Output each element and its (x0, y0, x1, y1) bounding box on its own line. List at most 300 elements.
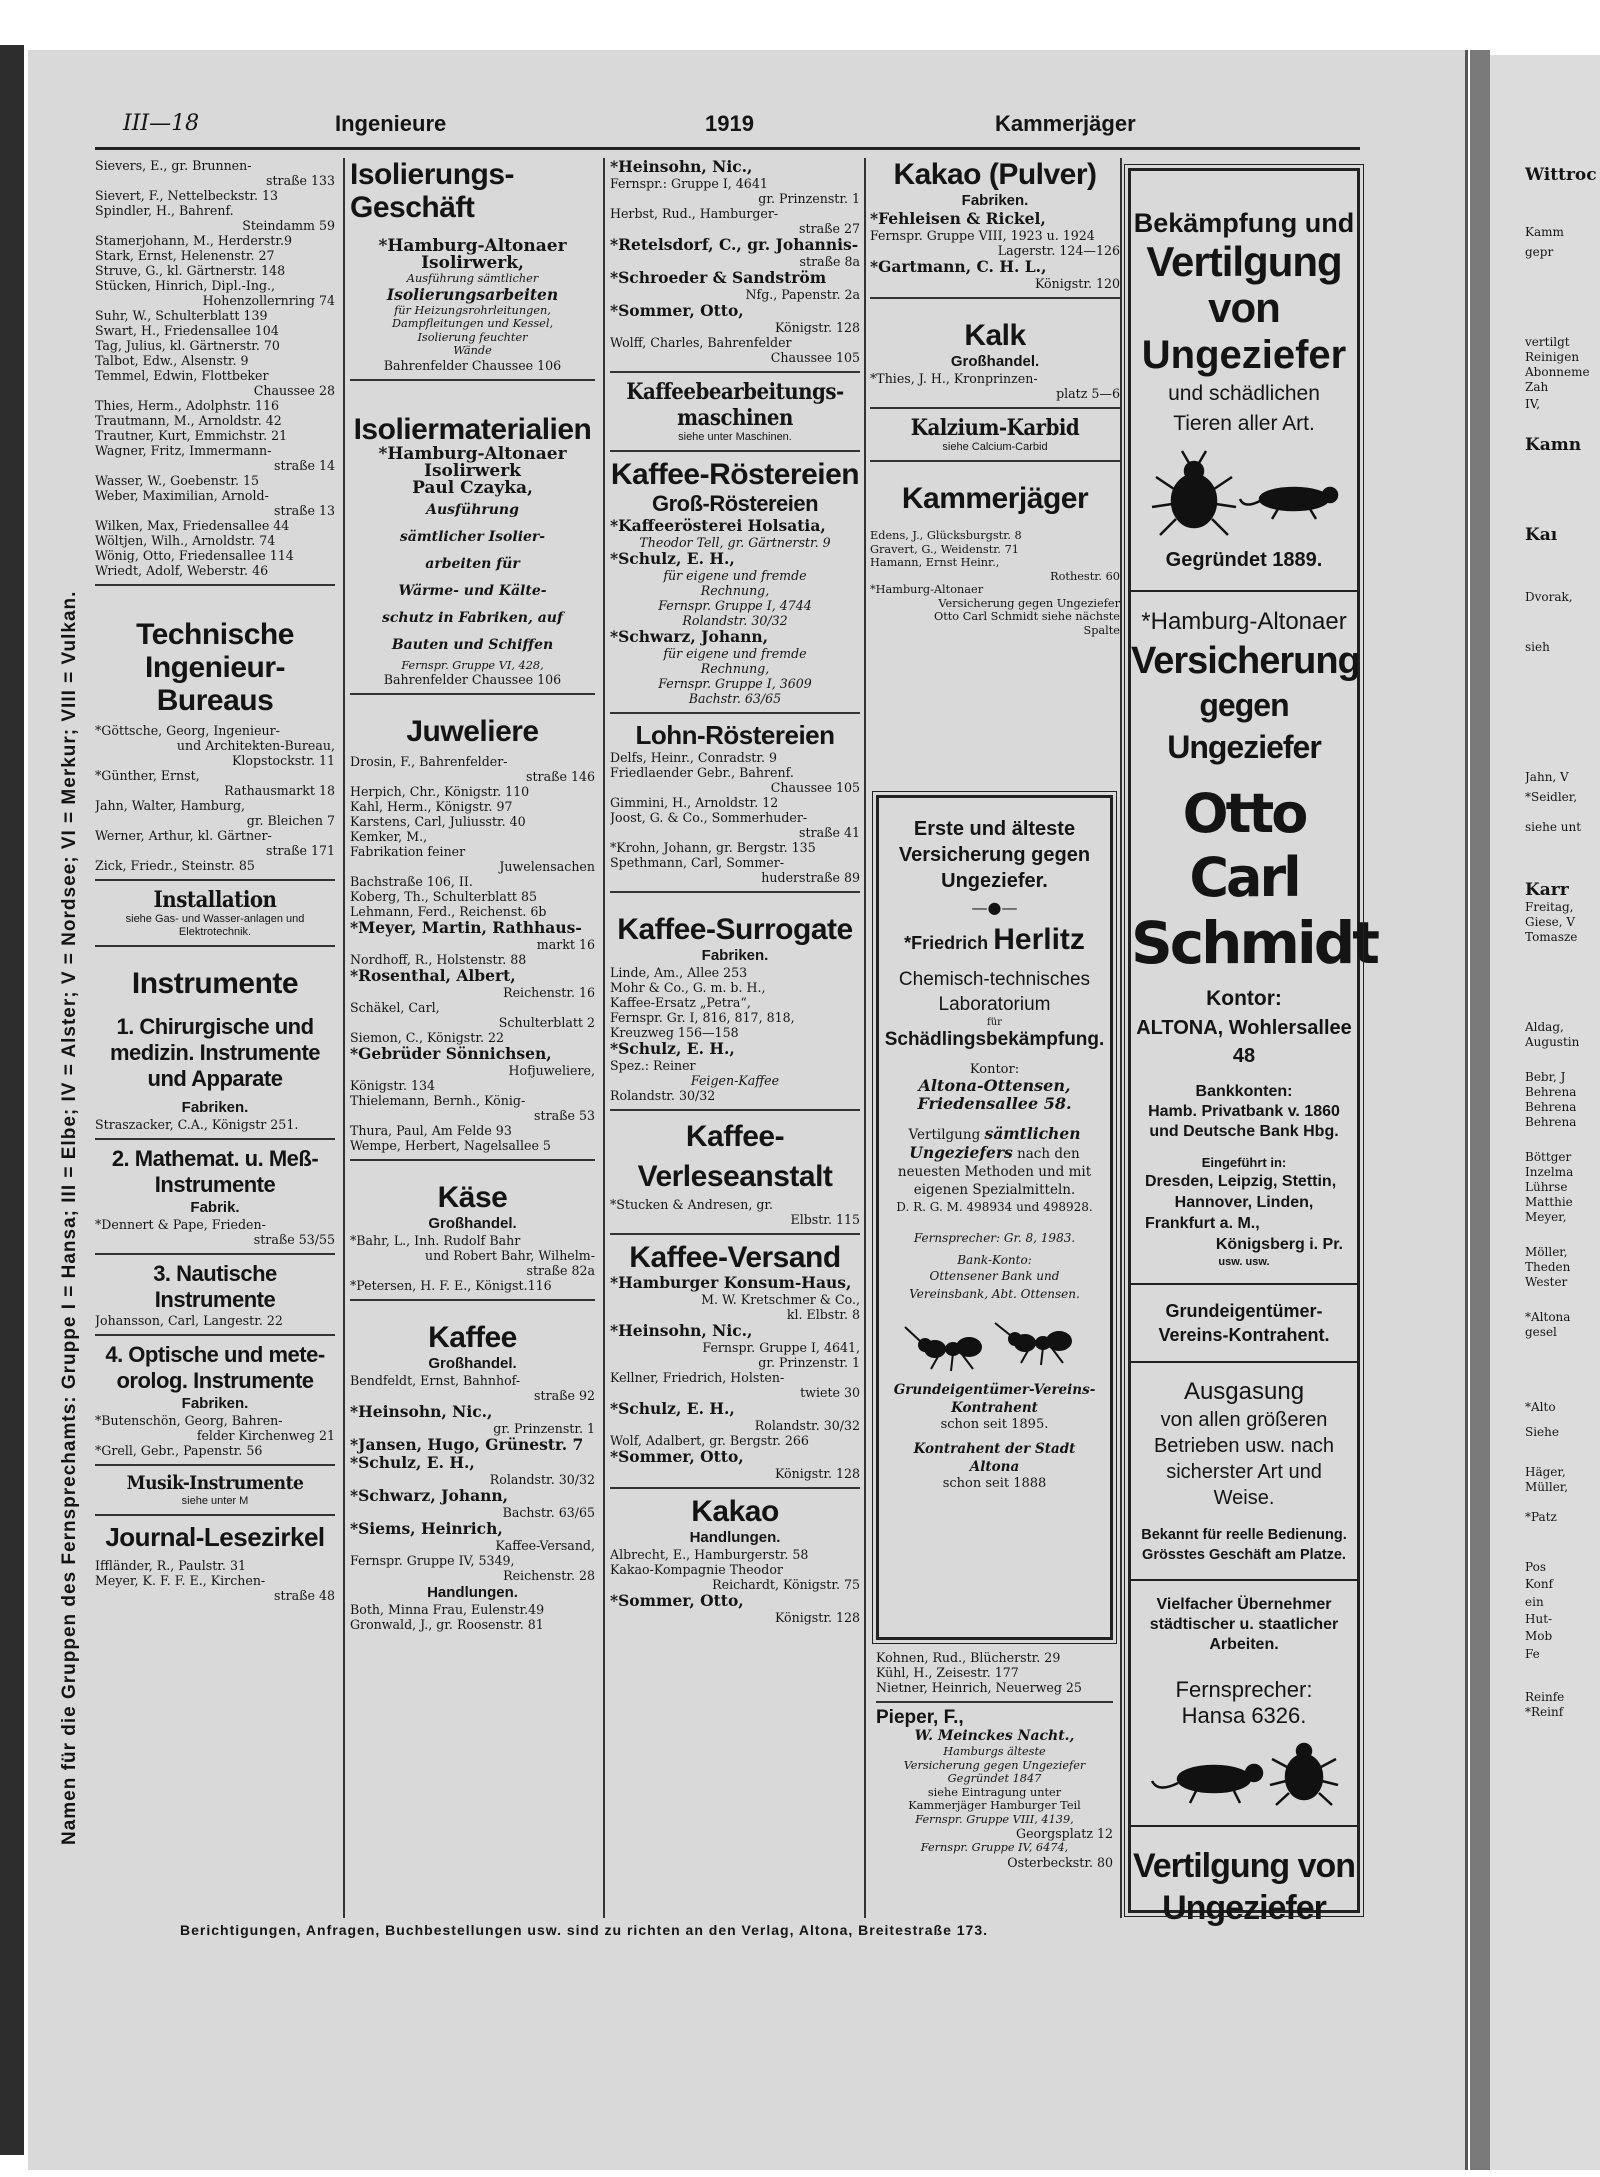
ad-line: Versicherung (1131, 640, 1360, 682)
facing-page-fragment: Zah (1525, 380, 1549, 394)
entry: Kellner, Friedrich, Holsten- (610, 1370, 785, 1385)
subheading: Fabriken. (181, 1395, 249, 1412)
entry-list (95, 1413, 335, 1458)
ad-name: Schmidt (1131, 909, 1378, 977)
facing-page-fragment: Inzelma (1525, 1165, 1574, 1179)
subsection-title: 3. Nautische Instrumente (153, 1261, 277, 1312)
entry: *Gebrüder Sönnichsen, (350, 1044, 552, 1063)
ad-addr: Friedensallee 58. (917, 1094, 1072, 1113)
entry: *Schroeder & Sandström (610, 268, 827, 287)
entry: Wolf, Adalbert, gr. Bergstr. 266 (610, 1433, 809, 1448)
ad-fuer: für (987, 1017, 1002, 1028)
entry-continuation: straße 48 (274, 1588, 335, 1603)
entry-continuation: felder Kirchenweg 21 (196, 1428, 335, 1443)
subheading: Fabriken. (961, 192, 1029, 209)
section-title: Kalzium-Karbid (910, 415, 1080, 441)
head-rule (95, 147, 1360, 150)
ad-text: Hamburgs älteste (943, 1745, 1046, 1758)
divider (610, 712, 860, 714)
divider (1131, 1825, 1357, 1827)
facing-page-fragment: Konf (1525, 1577, 1554, 1591)
subheading: Handlungen. (689, 1529, 781, 1546)
entry-list (610, 965, 860, 1103)
entry-continuation: Schulterblatt 2 (498, 1015, 595, 1030)
subheading: Großhandel. (428, 1215, 517, 1232)
divider (1131, 1579, 1357, 1581)
ad-text: arbeiten für (425, 555, 520, 572)
facing-page-fragment: Bebr, J (1525, 1070, 1566, 1084)
entry-continuation: Hohenzollernring 74 (202, 293, 335, 308)
ad-line: von allen größeren Betrieben usw. nach sicherster Art und Weise. (1153, 1409, 1335, 1509)
entry: Stark, Ernst, Helenenstr. 27 (95, 248, 275, 263)
facing-page-fragment: Behrena (1525, 1100, 1577, 1114)
entry-continuation: straße 171 (266, 843, 335, 858)
ad-text: für Heizungsrohrleitungen, (394, 303, 551, 317)
entry: *Jansen, Hugo, Grünestr. 7 (350, 1435, 584, 1454)
entry-continuation: straße 53 (534, 1108, 595, 1123)
entry-continuation: Rolandstr. 30/32 (754, 1418, 860, 1433)
column-2 (350, 158, 595, 1918)
ad-intro: Dresden, Leipzig, Stettin, (1145, 1173, 1337, 1190)
facing-page-fragment: Dvorak, (1525, 590, 1573, 604)
divider (95, 1138, 335, 1140)
facing-page-fragment: sieh (1525, 640, 1550, 654)
advert-herlitz (876, 795, 1113, 1640)
entry: Stücken, Hinrich, Dipl.-Ing., (95, 278, 276, 293)
entry: Talbot, Edw., Alsenstr. 9 (95, 353, 249, 368)
column-1 (95, 158, 335, 1918)
facing-page-fragment: Reinfe (1525, 1690, 1565, 1704)
firm-name: Pieper, F., (876, 1707, 964, 1728)
entry-continuation: huderstraße 89 (761, 870, 860, 885)
ad-kontor: Kontor: (969, 1062, 1020, 1077)
entry-list (610, 750, 860, 885)
entry: *Schulz, E. H., (610, 549, 735, 568)
subheading: Großhandel. (428, 1355, 517, 1372)
ad-line: Bekannt für reelle Bedienung. (1141, 1527, 1347, 1543)
ad-since: schon seit 1888 (942, 1476, 1047, 1491)
entry: Kreuzweg 156—158 (610, 1025, 739, 1040)
cross-reference: siehe unter Maschinen. (678, 431, 792, 443)
entry: Rolandstr. 30/32 (610, 1088, 716, 1103)
column-rule (864, 158, 866, 1918)
column-rule (343, 158, 345, 1918)
entry: Albrecht, E., Hamburgerstr. 58 (610, 1547, 809, 1562)
entry-continuation: Königstr. 128 (774, 320, 860, 335)
ad-kontor: Kontor: (1206, 987, 1282, 1010)
ad-line: Bekämpfung und (1133, 208, 1355, 238)
ad-line: Vertilgung von (1132, 1847, 1356, 1885)
facing-page-fragment: *Patz (1525, 1510, 1557, 1524)
facing-page-fragment: Möller, (1525, 1245, 1568, 1259)
ad-text: Isolierung feuchter (417, 330, 528, 344)
section-title: Isoliermaterialien (353, 412, 592, 446)
phone: Fernspr. Gruppe VI, 428, (401, 658, 544, 672)
divider (95, 584, 335, 586)
ad-text: Gegründet 1847 (947, 1772, 1042, 1785)
entry: Suhr, W., Schulterblatt 139 (95, 308, 268, 323)
divider (876, 1701, 1113, 1703)
ad-text: Fernspr. Gruppe VIII, 4139, (915, 1812, 1074, 1826)
ad-text: nach den neuesten Methoden und mit eigenen Spezialmitteln. (897, 1146, 1092, 1198)
section-title: Kaffee-Versand (629, 1241, 841, 1274)
phone: Fernspr. Gruppe IV, 6474, (920, 1841, 1069, 1854)
entry-continuation: markt 16 (536, 937, 595, 952)
entry: Werner, Arthur, kl. Gärtner- (95, 828, 272, 843)
ad-assoc: Grundeigentümer-Vereins-Kontrahent (893, 1382, 1096, 1416)
ad-text: Bauten und Schiffen (391, 636, 554, 653)
entry-continuation: kl. Elbstr. 8 (786, 1307, 860, 1322)
entry: Kühl, H., Zeisestr. 177 (876, 1665, 1019, 1680)
section-title: Kaffee-Surrogate (617, 913, 853, 946)
facing-page-fragment: Müller, (1525, 1480, 1569, 1494)
ad-text: Ungeziefers (909, 1143, 1013, 1162)
entry: *Hamburg-Altonaer (870, 583, 984, 596)
section-title: Kakao (691, 1495, 779, 1528)
entry: Wriedt, Adolf, Weberstr. 46 (95, 563, 269, 578)
ad-assoc: Grundeigentümer-Vereins-Kontrahent. (1158, 1301, 1330, 1345)
entry: Delfs, Heinr., Conradstr. 9 (610, 750, 778, 765)
entry-continuation: Versicherung gegen Ungeziefer (938, 596, 1120, 610)
subheading: Handlungen. (427, 1584, 518, 1601)
entry-continuation: Reichenstr. 16 (503, 985, 595, 1000)
facing-page-fragment: gesel (1525, 1325, 1557, 1339)
facing-page-fragments (1525, 165, 1600, 1885)
subsection-title: Groß-Röstereien (651, 491, 819, 516)
bug-and-rat-illustration (1144, 449, 1344, 539)
entry-continuation: Rolandstr. 30/32 (489, 1472, 595, 1487)
ad-text: Georgsplatz 12 (1016, 1826, 1113, 1841)
ad-addr: ALTONA, Wohlersallee 48 (1136, 1017, 1352, 1067)
ad-line: Vertilgung von (1146, 238, 1342, 331)
ad-bank: Bankkonten: (1195, 1083, 1293, 1100)
entry-continuation: Juwelensachen (499, 859, 595, 874)
entry-continuation: gr. Prinzenstr. 1 (758, 191, 860, 206)
section-title: Installation (153, 887, 277, 913)
section-title: Kaffeebearbeitungs-maschinen (626, 379, 844, 431)
advert-otto-carl-schmidt (1128, 168, 1378, 1927)
divider (350, 693, 595, 695)
head-right: Kammerjäger (995, 111, 1136, 136)
subsection-title: 2. Mathemat. u. Meß-Instrumente (111, 1146, 319, 1197)
ad-text: sämtlicher Isolier- (399, 528, 546, 545)
ad-text: Dampfleitungen und Kessel, (391, 317, 554, 330)
facing-page-fragment: Kaı (1525, 525, 1558, 545)
entry: *Thies, J. H., Kronprinzen- (870, 371, 1038, 386)
entry: Wilken, Max, Friedensallee 44 (95, 518, 290, 533)
divider (350, 379, 595, 381)
facing-page-fragment: Kamn (1525, 435, 1582, 455)
entry: *Sommer, Otto, (610, 301, 744, 320)
entry: *Schulz, E. H., (350, 1453, 475, 1472)
entry: *Heinsohn, Nic., (610, 158, 753, 176)
divider (95, 879, 335, 881)
divider (610, 371, 860, 373)
facing-page-fragment: ein (1525, 1595, 1544, 1609)
entry-continuation: straße 41 (799, 825, 860, 840)
entry: Königstr. 134 (350, 1078, 436, 1093)
section-title: Lohn-Röstereien (635, 720, 835, 750)
address: Osterbeckstr. 80 (1007, 1854, 1113, 1870)
facing-page-fragment: Abonneme (1525, 365, 1590, 379)
entry: *Günther, Ernst, (95, 768, 200, 783)
entry: *Schulz, E. H., (610, 1399, 735, 1418)
facing-page-fragment: Böttger (1525, 1150, 1572, 1164)
entry-continuation: M. W. Kretschmer & Co., (701, 1292, 860, 1307)
entry: Joost, G. & Co., Sommerhuder- (610, 810, 808, 825)
ad-phone: Fernsprecher: (1175, 1677, 1313, 1702)
ad-text: Isolierungsarbeiten (386, 284, 559, 304)
entry-list (876, 1650, 1113, 1695)
entry: Fabrikation feiner (350, 844, 466, 859)
firm-name: Paul Czayka, (412, 477, 533, 498)
column-4-continued (876, 1650, 1113, 1870)
entry: *Retelsdorf, C., gr. Johannis- (610, 235, 859, 254)
entry-list (610, 158, 860, 365)
entry: Friedlaender Gebr., Bahrenf. (610, 765, 794, 780)
entry: Thielemann, Bernh., König- (350, 1093, 526, 1108)
entry: Both, Minna Frau, Eulenstr.49 (350, 1602, 545, 1617)
entry: *Sommer, Otto, (610, 1447, 744, 1466)
entry-list (610, 1547, 860, 1625)
section-title: Musik-Instrumente (126, 1472, 304, 1494)
section-title (350, 158, 595, 224)
facing-page-fragment: Theden (1525, 1260, 1571, 1274)
entry: Siemon, C., Königstr. 22 (350, 1030, 504, 1045)
entry-continuation: straße 82a (526, 1263, 595, 1278)
entry: *Heinsohn, Nic., (350, 1402, 493, 1421)
facing-page-fragment: Hut- (1525, 1612, 1553, 1626)
entry: Struve, G., kl. Gärtnerstr. 148 (95, 263, 286, 278)
entry-continuation: Kaffee-Versand, (495, 1538, 595, 1553)
entry-continuation: Otto Carl Schmidt siehe nächste (933, 610, 1120, 623)
entry: Gravert, G., Weidenstr. 71 (870, 542, 1019, 556)
facing-page-fragment: Meyer, (1525, 1210, 1567, 1224)
entry-continuation: gr. Bleichen 7 (246, 813, 335, 828)
ad-phone: Fernsprecher: Gr. 8, 1983. (913, 1231, 1076, 1245)
entry: Weber, Maximilian, Arnold- (95, 488, 269, 503)
firm-name: *Hamburg-Altonaer Isolirwerk (378, 443, 567, 481)
entry: *Grell, Gebr., Papenstr. 56 (95, 1443, 263, 1458)
divider (610, 450, 860, 452)
facing-page-fragment: Kamm (1525, 225, 1564, 239)
entry: Temmel, Edwin, Flottbeker (95, 368, 269, 383)
entry: Thura, Paul, Am Felde 93 (350, 1123, 512, 1138)
entry-list (350, 754, 595, 1153)
entry-continuation: und Robert Bahr, Wilhelm- (424, 1248, 595, 1263)
firm-sub: W. Meinckes Nacht., (914, 1728, 1075, 1744)
entry: *Stucken & Andresen, gr. (610, 1197, 774, 1212)
ad-line: gegen Ungeziefer (1167, 687, 1321, 765)
ad-text: Vertilgung (908, 1127, 981, 1143)
entry: *Fehleisen & Rickel, (870, 209, 1046, 228)
ad-line: Ungeziefer (1162, 1889, 1326, 1927)
section-title: Kalk (964, 319, 1026, 352)
subheading: Fabrik. (190, 1199, 240, 1216)
facing-page-fragment: siehe unt (1525, 820, 1582, 834)
ad-bank: Bank-Konto: (957, 1253, 1032, 1267)
entry: Zick, Friedr., Steinstr. 85 (95, 858, 255, 873)
facing-page-fragment: Matthie (1525, 1195, 1573, 1209)
ad-prefix: *Friedrich (904, 933, 989, 953)
entry: *Sommer, Otto, (610, 1591, 744, 1610)
entry: Nietner, Heinrich, Neuerweg 25 (876, 1680, 1082, 1695)
entry: *Gartmann, C. H. L., (870, 257, 1047, 276)
divider (350, 1159, 595, 1161)
address: Bahrenfelder Chaussee 106 (383, 672, 562, 687)
entry-continuation: und Architekten-Bureau, (176, 738, 335, 753)
ad-founded: Gegründet 1889. (1165, 549, 1323, 571)
ant-illustration (895, 1317, 1095, 1377)
entry: *Dennert & Pape, Frieden- (95, 1217, 266, 1232)
entry: straße 53/55 (253, 1232, 335, 1247)
entry: Thies, Herm., Adolphstr. 116 (95, 398, 280, 413)
running-head (95, 107, 1360, 147)
entry-continuation: straße 14 (274, 458, 335, 473)
entry-continuation: Spalte (1083, 623, 1120, 637)
ad-line: und schädlichen Tieren aller Art. (1168, 382, 1320, 435)
ad-purpose: Schädlingsbekämpfung. (884, 1029, 1105, 1050)
facing-page-fragment: Giese, V (1525, 915, 1576, 929)
section-title: Journal-Lesezirkel (105, 1522, 325, 1552)
section-title: Instrumente (131, 967, 299, 1000)
entry: Stamerjohann, M., Herderstr.9 (95, 233, 293, 248)
entry: Kemker, M., (350, 829, 428, 844)
ad-text: sämtlichen (984, 1124, 1081, 1143)
entry: Gimmini, H., Arnoldstr. 12 (610, 795, 779, 810)
ad-bank: Ottensener Bank und Vereinsbank, Abt. Ottensen. (909, 1269, 1080, 1301)
entry: Kahl, Herm., Königstr. 97 (350, 799, 513, 814)
ad-assoc: Kontrahent der Stadt Altona (913, 1441, 1076, 1475)
ad-bank: Hamb. Privatbank v. 1860 (1148, 1103, 1340, 1120)
divider (1131, 590, 1357, 592)
entry-continuation: Chaussee 28 (253, 383, 335, 398)
entry-continuation: Fernspr. Gruppe I, 4744 (658, 598, 812, 613)
entry: *Meyer, Martin, Rathhaus- (350, 918, 582, 937)
entry: *Butenschön, Georg, Bahren- (95, 1413, 283, 1428)
entry: Straszacker, C.A., Königstr 251. (95, 1117, 299, 1132)
entry: Iffländer, R., Paulstr. 31 (95, 1558, 246, 1573)
ad-text (350, 272, 595, 358)
section-title: Juweliere (406, 715, 539, 748)
entry: *Heinsohn, Nic., (610, 1321, 753, 1340)
entry: Lehmann, Ferd., Reichenst. 6b (350, 904, 547, 919)
entry-continuation: Klopstockstr. 11 (231, 753, 335, 768)
ad-intro: Frankfurt a. M., (1145, 1215, 1260, 1232)
section-title: Kaffee-Röstereien (610, 458, 860, 491)
page-number: III—18 (123, 111, 200, 136)
entry-continuation: straße 13 (274, 503, 335, 518)
entry: Drosin, F., Bahrenfelder- (350, 754, 508, 769)
entry-continuation: Fernspr. Gruppe I, 3609 (658, 676, 812, 691)
entry-continuation: Rathausmarkt 18 (224, 783, 335, 798)
facing-page-fragment: Lührse (1525, 1180, 1568, 1194)
facing-page-fragment: Aldag, (1525, 1020, 1564, 1034)
facing-page-fragment: Fe (1525, 1647, 1540, 1661)
name-list (95, 158, 335, 578)
entry-continuation: Rechnung, (700, 583, 770, 598)
entry: Bendfeldt, Ernst, Bahnhof- (350, 1373, 521, 1388)
entry: Fernspr. Gr. I, 816, 817, 818, (610, 1010, 795, 1025)
facing-page-fragment: Wester (1525, 1275, 1568, 1289)
entry: Hamann, Ernst Heinr., (870, 556, 1000, 569)
entry: Bachstraße 106, II. (350, 874, 473, 889)
entry: Karstens, Carl, Juliusstr. 40 (350, 814, 526, 829)
ad-intro: Königsberg i. Pr. (1215, 1236, 1343, 1253)
divider (95, 1334, 335, 1336)
ad-patent: D. R. G. M. 498934 und 498928. (896, 1200, 1093, 1214)
footer-note: Berichtigungen, Anfragen, Buchbestellungen usw. sind zu richten an den Verlag, Altona, Breitestraße 173. (180, 1922, 989, 1938)
entry: Wönig, Otto, Friedensallee 114 (95, 548, 294, 563)
ad-ornament: —●— (971, 898, 1018, 917)
subheading: Großhandel. (950, 353, 1040, 370)
ad-phone: Hansa 6326. (1181, 1703, 1307, 1728)
facing-page-fragment: Tomasze (1525, 930, 1578, 944)
entry-continuation: Königstr. 120 (1034, 276, 1120, 291)
entry-continuation: Steindamm 59 (242, 218, 335, 233)
entry: *Schwarz, Johann, (350, 1486, 509, 1505)
entry: Nordhoff, R., Holstenstr. 88 (350, 952, 527, 967)
ad-text: Wände (453, 344, 492, 357)
entry: Fernspr. Gruppe IV, 5349, (350, 1553, 515, 1568)
entry: Sievers, E., gr. Brunnen- (95, 158, 252, 173)
entry: *Siems, Heinrich, (350, 1519, 503, 1538)
entry: Herpich, Chr., Königstr. 110 (350, 784, 530, 799)
ad-text: Versicherung gegen Ungeziefer (903, 1758, 1086, 1772)
entry-list (350, 1373, 595, 1583)
entry: Sievert, F., Nettelbeckstr. 13 (95, 188, 279, 203)
divider (1131, 1283, 1357, 1285)
entry-continuation: Reichardt, Königstr. 75 (712, 1577, 860, 1592)
facing-page-fragment: vertilgt (1525, 335, 1570, 349)
ad-lab: Chemisch-technisches Laboratorium (898, 969, 1091, 1015)
entry: platz 5—6 (1056, 386, 1120, 401)
entry-continuation: für eigene und fremde (663, 646, 807, 661)
entry-continuation: gr. Prinzenstr. 1 (758, 1355, 860, 1370)
divider (610, 1487, 860, 1489)
entry-continuation: Chaussee 105 (770, 780, 860, 795)
section-title: Kakao (Pulver) (893, 158, 1097, 191)
subsection-title: 4. Optische und mete-orolog. Instrumente (105, 1342, 325, 1393)
entry: Spindler, H., Bahrenf. (95, 203, 234, 218)
entry-continuation: Nfg., Papenstr. 2a (745, 287, 860, 302)
entry: *Göttsche, Georg, Ingenieur- (95, 723, 280, 738)
section-title: Käse (437, 1181, 508, 1214)
entry: Fernspr.: Gruppe I, 4641 (610, 176, 768, 191)
entry: Jahn, Walter, Hamburg, (95, 798, 246, 813)
ad-text: Kammerjäger Hamburger Teil (908, 1799, 1081, 1812)
entry-continuation: Feigen-Kaffee (690, 1073, 780, 1088)
facing-page-fragment: Häger, (1525, 1465, 1566, 1479)
entry-continuation: straße 92 (534, 1388, 595, 1403)
entry: Edens, J., Glücksburgstr. 8 (870, 529, 1022, 542)
facing-page-fragment: Pos (1525, 1560, 1546, 1574)
ad-text (350, 497, 595, 659)
ad-text: siehe Eintragung unter (927, 1785, 1062, 1799)
facing-page-fragment: gepr (1525, 245, 1554, 259)
divider (95, 1253, 335, 1255)
facing-page-fragment: Reinigen (1525, 350, 1580, 364)
entry: Tag, Julius, kl. Gärtnerstr. 70 (95, 338, 280, 353)
entry-continuation: Königstr. 128 (774, 1466, 860, 1481)
entry-list (350, 1233, 595, 1293)
entry: Wempe, Herbert, Nagelsallee 5 (350, 1138, 551, 1153)
ad-intro: Hannover, Linden, (1174, 1194, 1314, 1211)
ad-headline: Erste und älteste Versicherung gegen Ungeziefer. (898, 818, 1091, 892)
ad-text: schutz in Fabriken, auf (382, 609, 563, 626)
divider (95, 1464, 335, 1466)
entry-continuation: Rechnung, (700, 661, 770, 676)
